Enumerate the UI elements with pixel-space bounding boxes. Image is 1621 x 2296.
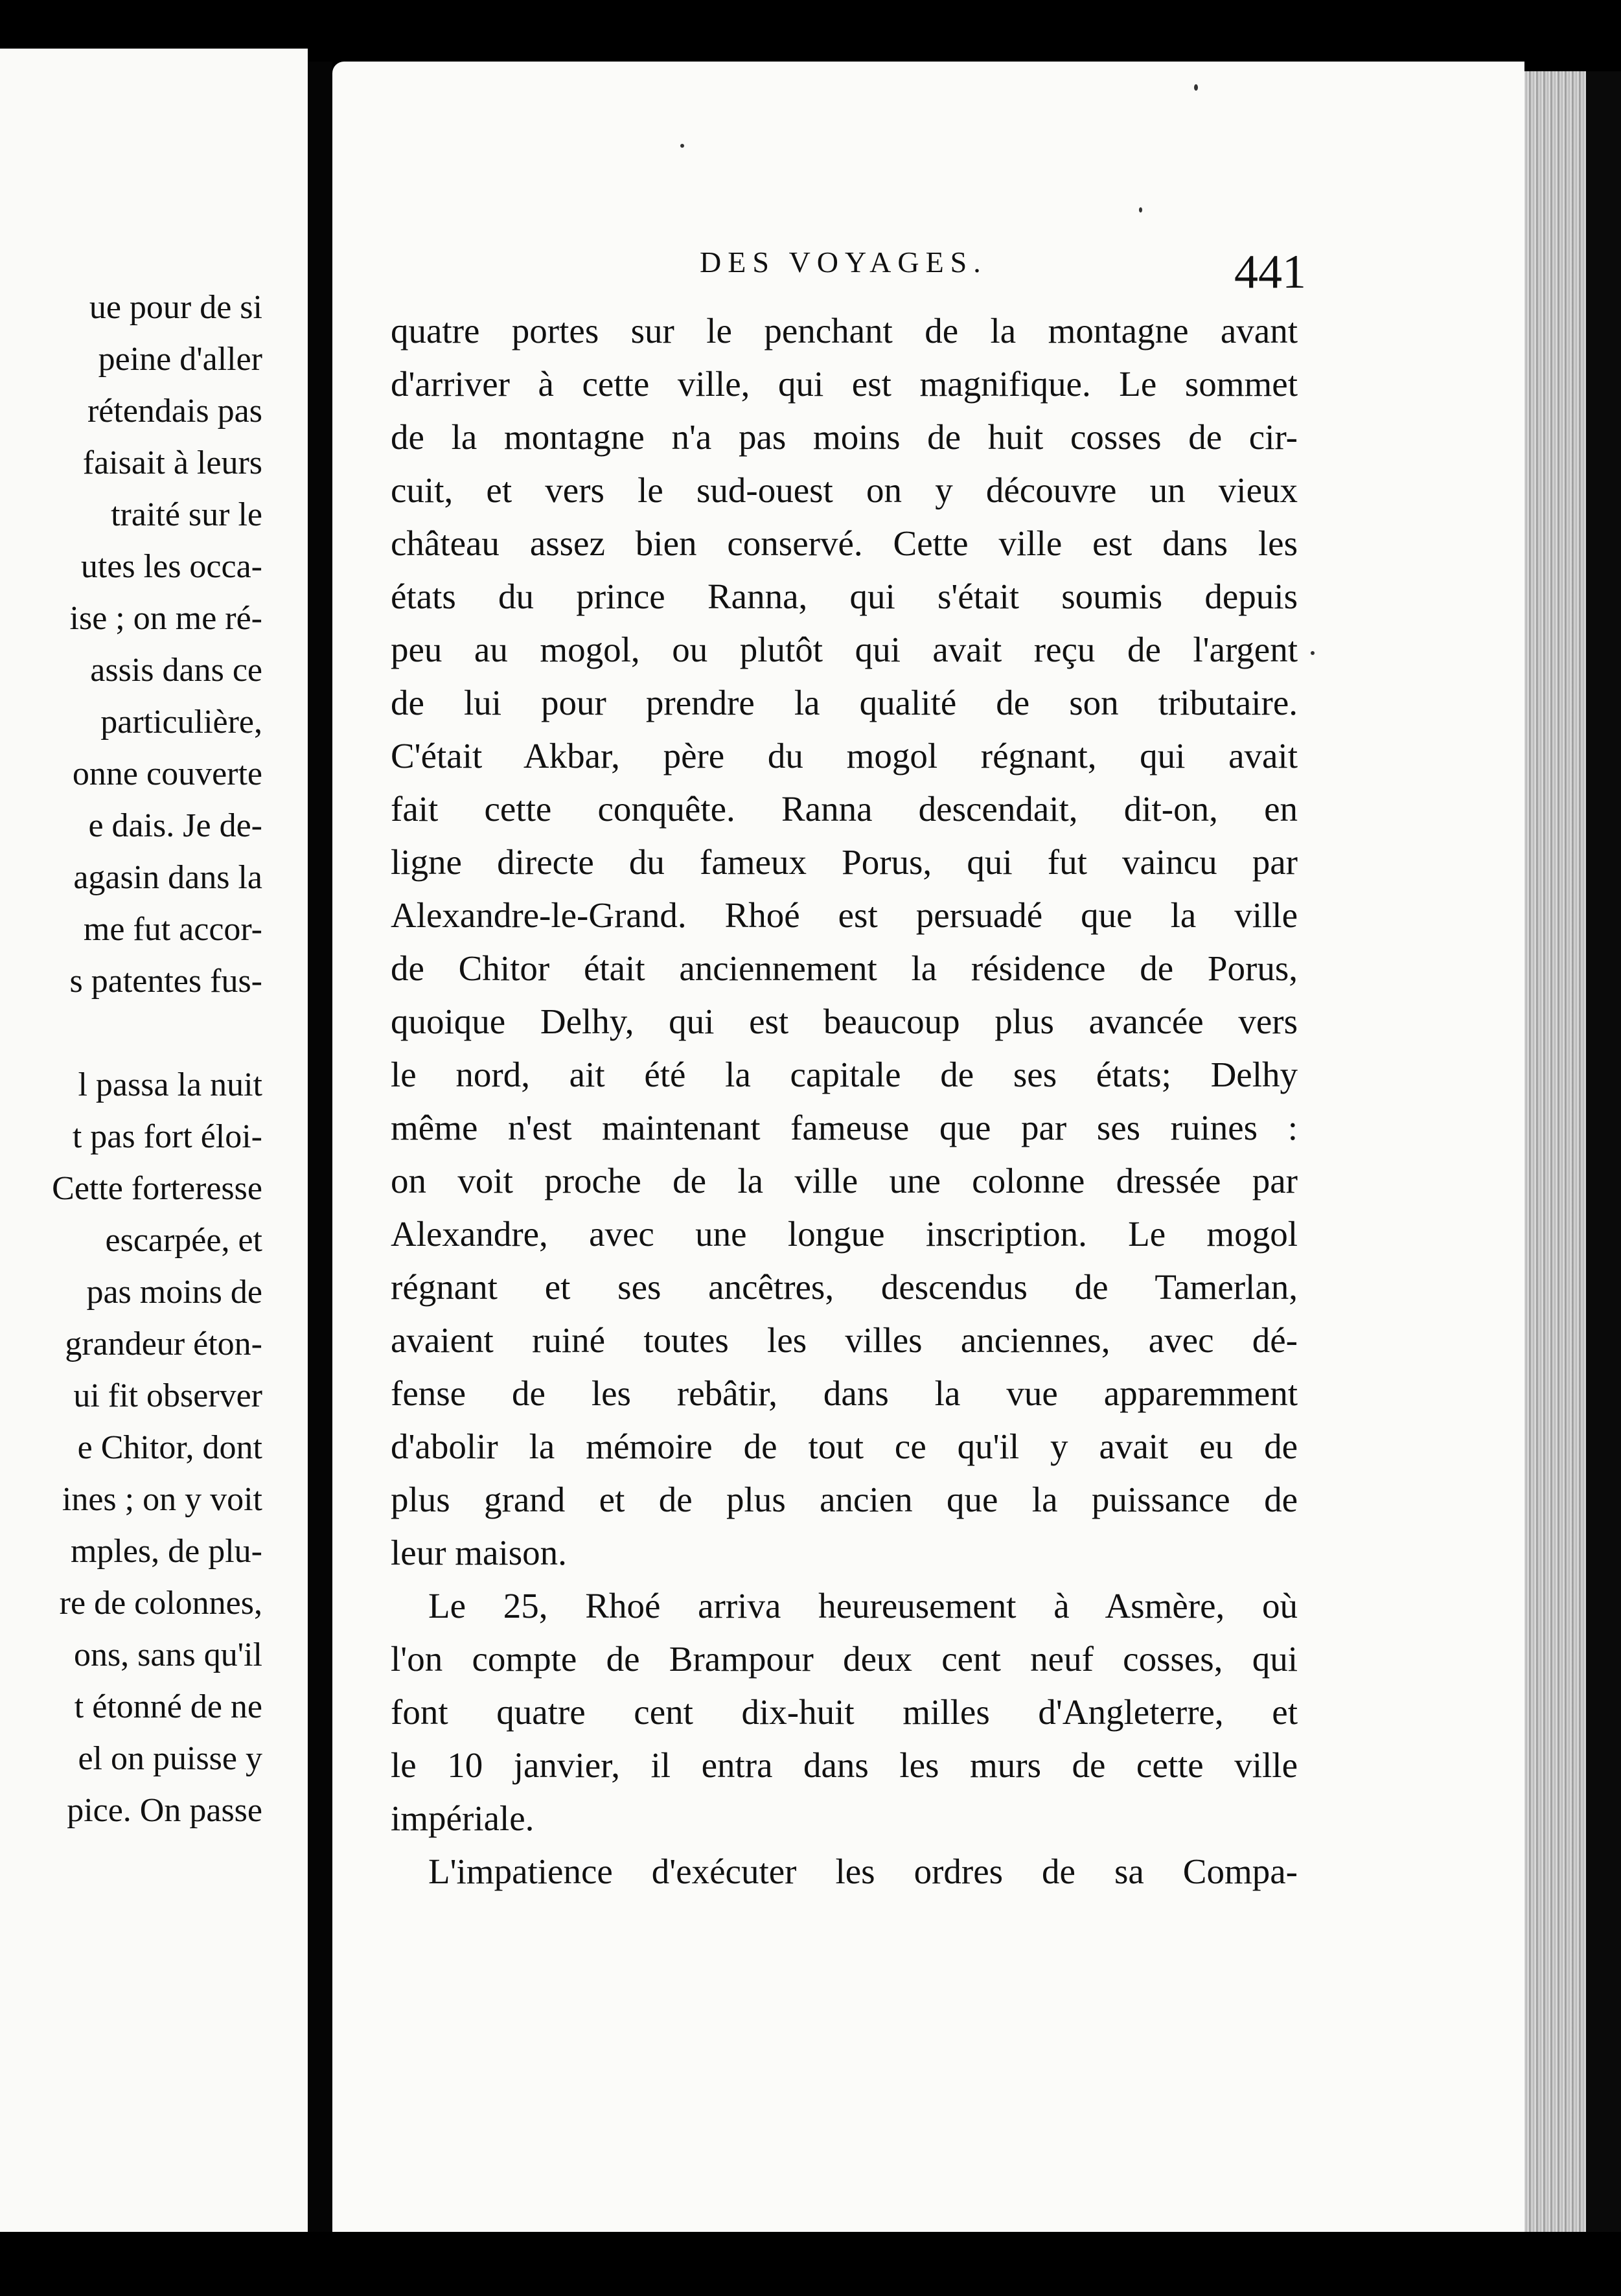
ink-speck <box>680 144 684 148</box>
text-line: Le 25, Rhoé arriva heureusement à Asmère, où <box>428 1586 1298 1625</box>
running-header: DES VOYAGES. <box>700 246 987 279</box>
text-line: fait cette conquête. Ranna descendait, dit-on, en <box>391 789 1298 829</box>
left-page-line: traité sur le <box>111 496 262 533</box>
left-page-line: Cette forteresse <box>52 1170 262 1207</box>
page-edge <box>1524 71 1586 2232</box>
left-page-line: rétendais pas <box>87 393 262 430</box>
left-page-line: agasin dans la <box>73 859 262 896</box>
left-page-line: assis dans ce <box>90 652 262 689</box>
text-line: de Chitor était anciennement la résidence de Porus, <box>391 948 1298 988</box>
text-line: plus grand et de plus ancien que la puissance de <box>391 1480 1298 1519</box>
left-page-line: ise ; on me ré- <box>69 600 262 637</box>
page-edge-shadow <box>1586 71 1621 2232</box>
text-line: ligne directe du fameux Porus, qui fut vaincu par <box>391 842 1298 882</box>
left-page-line: peine d'aller <box>98 341 262 378</box>
left-page-line: me fut accor- <box>83 911 262 948</box>
text-line: le nord, ait été la capitale de ses états; Delhy <box>391 1055 1298 1094</box>
book-gutter <box>308 62 332 2232</box>
text-line: cuit, et vers le sud-ouest on y découvre un vieux <box>391 470 1298 510</box>
left-page-line: s patentes fus- <box>69 963 262 1000</box>
ink-speck <box>1139 207 1142 212</box>
left-page-line: e Chitor, dont <box>77 1429 262 1466</box>
left-page-line: faisait à leurs <box>82 444 262 481</box>
left-page-line: onne couverte <box>72 755 262 792</box>
text-line: château assez bien conservé. Cette ville est dans les <box>391 523 1298 563</box>
text-line: Alexandre-le-Grand. Rhoé est persuadé que la ville <box>391 895 1298 935</box>
text-line: L'impatience d'exécuter les ordres de sa Compa- <box>428 1852 1298 1891</box>
left-page-line: escarpée, et <box>105 1222 262 1259</box>
text-line: Alexandre, avec une longue inscription. Le mogol <box>391 1214 1298 1254</box>
text-line: de la montagne n'a pas moins de huit cosses de cir- <box>391 417 1298 457</box>
left-page-line: ue pour de si <box>89 289 262 326</box>
left-page-line: pas moins de <box>86 1274 262 1311</box>
text-line: même n'est maintenant fameuse que par ses ruines : <box>391 1108 1298 1147</box>
text-line: d'abolir la mémoire de tout ce qu'il y avait eu de <box>391 1427 1298 1466</box>
ink-speck <box>1311 651 1315 655</box>
left-page-line: ui fit observer <box>73 1377 262 1414</box>
page-number: 441 <box>1234 246 1306 299</box>
text-line: de lui pour prendre la qualité de son tributaire. <box>391 683 1298 722</box>
left-page-line: t étonné de ne <box>74 1688 262 1725</box>
left-page-line: mples, de plu- <box>70 1533 262 1570</box>
text-line: d'arriver à cette ville, qui est magnifique. Le sommet <box>391 364 1298 404</box>
text-line: avaient ruiné toutes les villes anciennes, avec dé- <box>391 1320 1298 1360</box>
left-page <box>0 49 308 2232</box>
text-line: quoique Delhy, qui est beaucoup plus avancée vers <box>391 1002 1298 1041</box>
text-line: impériale. <box>391 1798 535 1838</box>
text-line: font quatre cent dix-huit milles d'Angleterre, et <box>391 1692 1298 1732</box>
left-page-line: pice. On passe <box>67 1792 262 1829</box>
text-line: peu au mogol, ou plutôt qui avait reçu de l'argent <box>391 630 1298 669</box>
text-line: on voit proche de la ville une colonne dressée par <box>391 1161 1298 1200</box>
text-line: leur maison. <box>391 1533 567 1572</box>
left-page-line: grandeur éton- <box>65 1326 262 1362</box>
left-page-line: el on puisse y <box>78 1740 262 1777</box>
text-line: l'on compte de Brampour deux cent neuf cosses, qui <box>391 1639 1298 1679</box>
left-page-line: l passa la nuit <box>78 1066 262 1103</box>
left-page-line: e dais. Je de- <box>88 807 262 844</box>
left-page-line: re de colonnes, <box>59 1585 262 1622</box>
left-page-line: t pas fort éloi- <box>72 1118 262 1155</box>
text-line: fense de les rebâtir, dans la vue apparemment <box>391 1373 1298 1413</box>
text-line: quatre portes sur le penchant de la montagne avant <box>391 311 1298 350</box>
text-line: états du prince Ranna, qui s'était soumis depuis <box>391 577 1298 616</box>
ink-speck <box>1194 84 1198 91</box>
left-page-line: utes les occa- <box>80 548 262 585</box>
left-page-line: particulière, <box>100 704 262 740</box>
text-line: le 10 janvier, il entra dans les murs de cette ville <box>391 1745 1298 1785</box>
text-line: régnant et ses ancêtres, descendus de Tamerlan, <box>391 1267 1298 1307</box>
left-page-line: ons, sans qu'il <box>73 1636 262 1673</box>
text-line: C'était Akbar, père du mogol régnant, qui avait <box>391 736 1298 775</box>
left-page-line: ines ; on y voit <box>62 1481 262 1518</box>
